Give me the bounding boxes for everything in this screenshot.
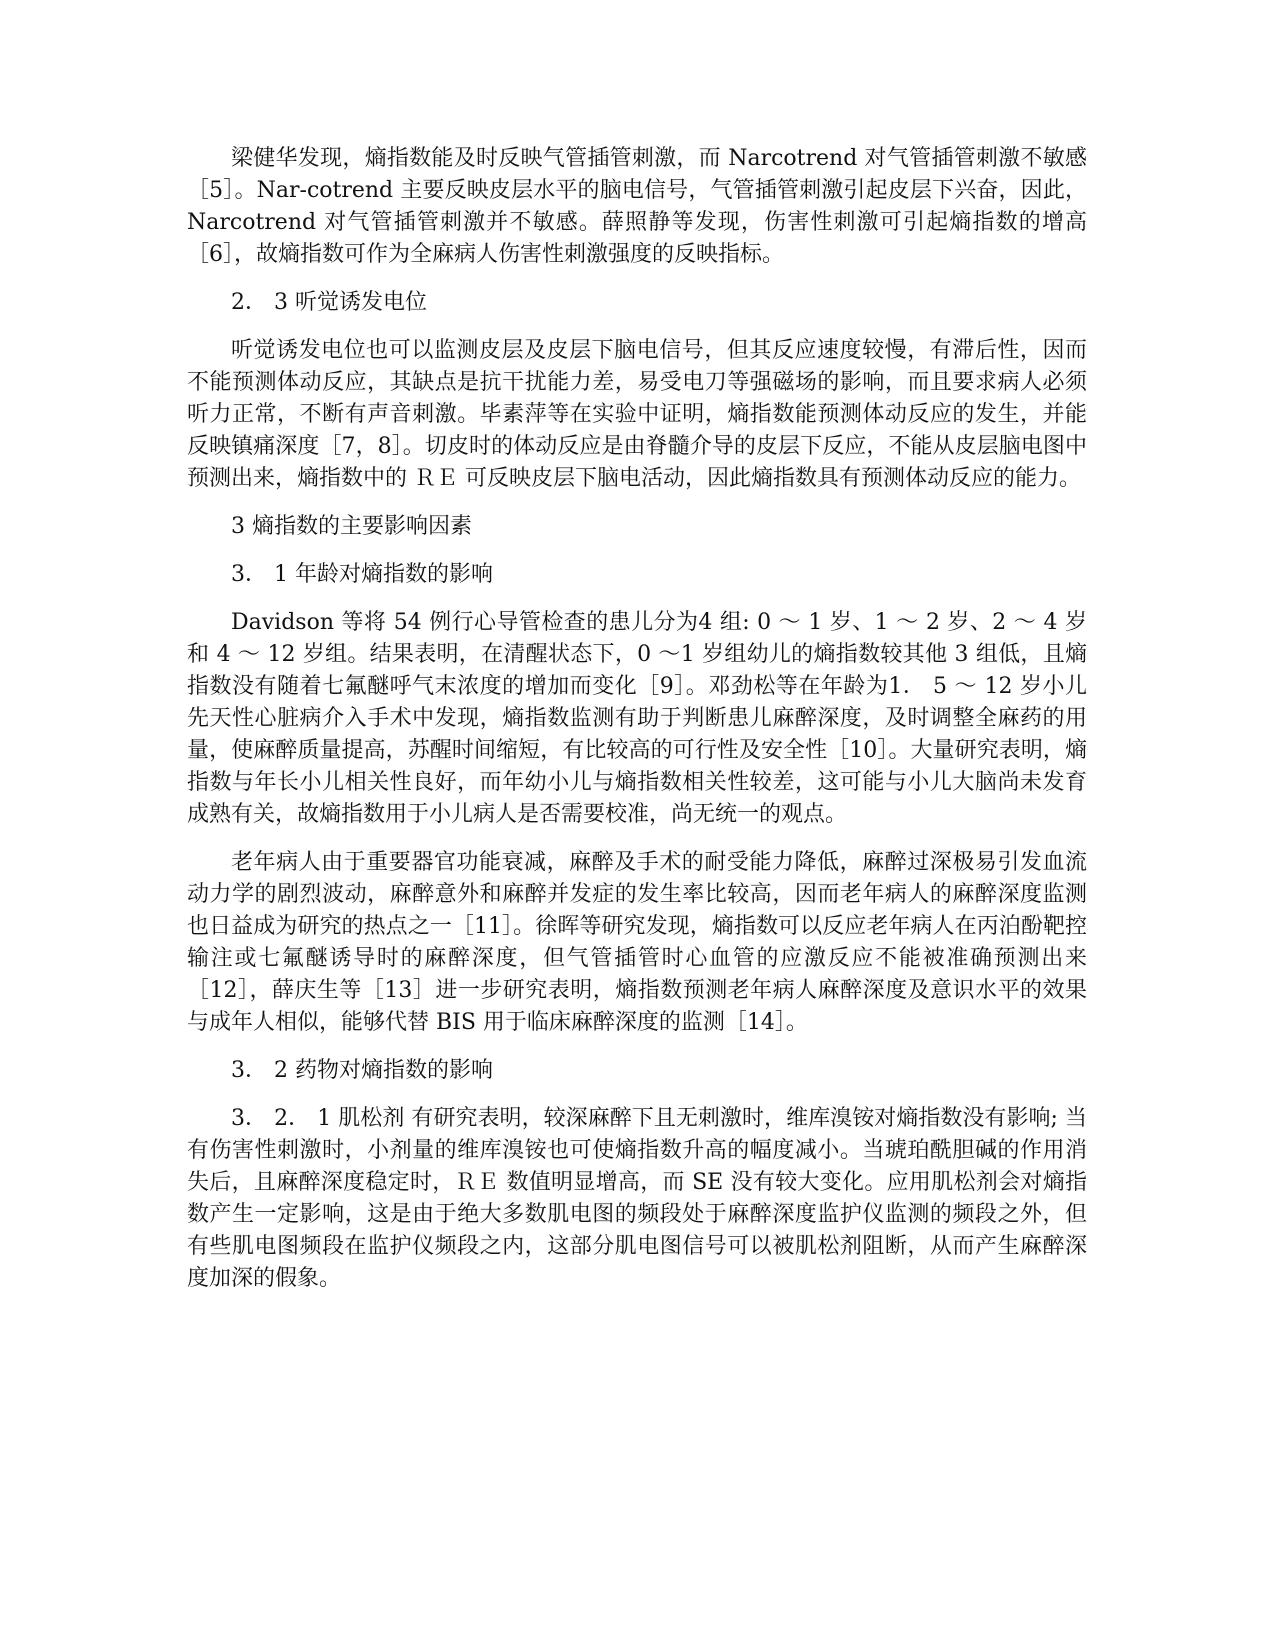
document-page [187,143,1087,1311]
heading-2-3: 2． 3 听觉诱发电位 [231,290,427,315]
paragraph-age-elderly: 老年病人由于重要器官功能衰减，麻醉及手术的耐受能力降低，麻醉过深极易引发血流动力学的剧烈波动，麻醉意外和麻醉并发症的发生率比较高，因而老年病人的麻醉深度监测也日益成为研究的热点之一［11］。徐晖等研究发现，熵指数可以反应老年病人在丙泊酚靶控输注或七氟醚诱导时的麻醉深度，但气管插管时心血管的应激反应不能被准确预测出来［12］，薛庆生等［13］进一步研究表明，熵指数预测老年病人麻醉深度及意识水平的效果与成年人相似，能够代替 BIS 用于临床麻醉深度的监测［14］。 [187,850,1087,1035]
paragraph-auditory-evoked: 听觉诱发电位也可以监测皮层及皮层下脑电信号，但其反应速度较慢，有滞后性，因而不能预测体动反应，其缺点是抗干扰能力差，易受电刀等强磁场的影响，而且要求病人必须听力正常，不断有声音刺激。毕素萍等在实验中证明，熵指数能预测体动反应的发生，并能反映镇痛深度［7，8］。切皮时的体动反应是由脊髓介导的皮层下反应，不能从皮层脑电图中预测出来，熵指数中的 ＲＥ 可反映皮层下脑电活动，因此熵指数具有预测体动反应的能力。 [187,338,1087,491]
heading-3-1: 3． 1 年龄对熵指数的影响 [231,562,493,587]
paragraph-narcotrend: 梁健华发现，熵指数能及时反映气管插管刺激，而 Narcotrend 对气管插管刺激不敏感［5］。Nar-cotrend 主要反映皮层水平的脑电信号，气管插管刺激引起皮层下兴奋，因此，Narcotrend 对气管插管刺激并不敏感。薛照静等发现，伤害性刺激可引起熵指数的增高［6］，故熵指数可作为全麻病人伤害性刺激强度的反映指标。 [187,146,1087,267]
paragraph-age-children: Davidson 等将 54 例行心导管检查的患儿分为4 组: 0 ～ 1 岁、1 ～ 2 岁、2 ～ 4 岁和 4 ～ 12 岁组。结果表明，在清醒状态下，0 ～1 岁组幼儿的熵指数较其他 3 组低，且熵指数没有随着七氟醚呼气末浓度的增加而变化［9］。邓劲松等在年龄为1． 5 ～ 12 岁小儿先天性心脏病介入手术中发现，熵指数监测有助于判断患儿麻醉深度，及时调整全麻药的用量，使麻醉质量提高，苏醒时间缩短，有比较高的可行性及安全性［10］。大量研究表明，熵指数与年长小儿相关性良好，而年幼小儿与熵指数相关性较差，这可能与小儿大脑尚未发育成熟有关，故熵指数用于小儿病人是否需要校准，尚无统一的观点。 [187,610,1087,827]
paragraph-muscle-relaxant: 3． 2． 1 肌松剂 有研究表明，较深麻醉下且无刺激时，维库溴铵对熵指数没有影响; 当有伤害性刺激时，小剂量的维库溴铵也可使熵指数升高的幅度减小。当琥珀酰胆碱的作用消失后，且麻醉深度稳定时，ＲＥ 数值明显增高，而 SE 没有较大变化。应用肌松剂会对熵指数产生一定影响，这是由于绝大多数肌电图的频段处于麻醉深度监护仪监测的频段之外，但有些肌电图频段在监护仪频段之内，这部分肌电图信号可以被肌松剂阻断，从而产生麻醉深度加深的假象。 [187,1106,1087,1291]
heading-3: 3 熵指数的主要影响因素 [231,514,472,539]
heading-3-2: 3． 2 药物对熵指数的影响 [231,1058,493,1083]
